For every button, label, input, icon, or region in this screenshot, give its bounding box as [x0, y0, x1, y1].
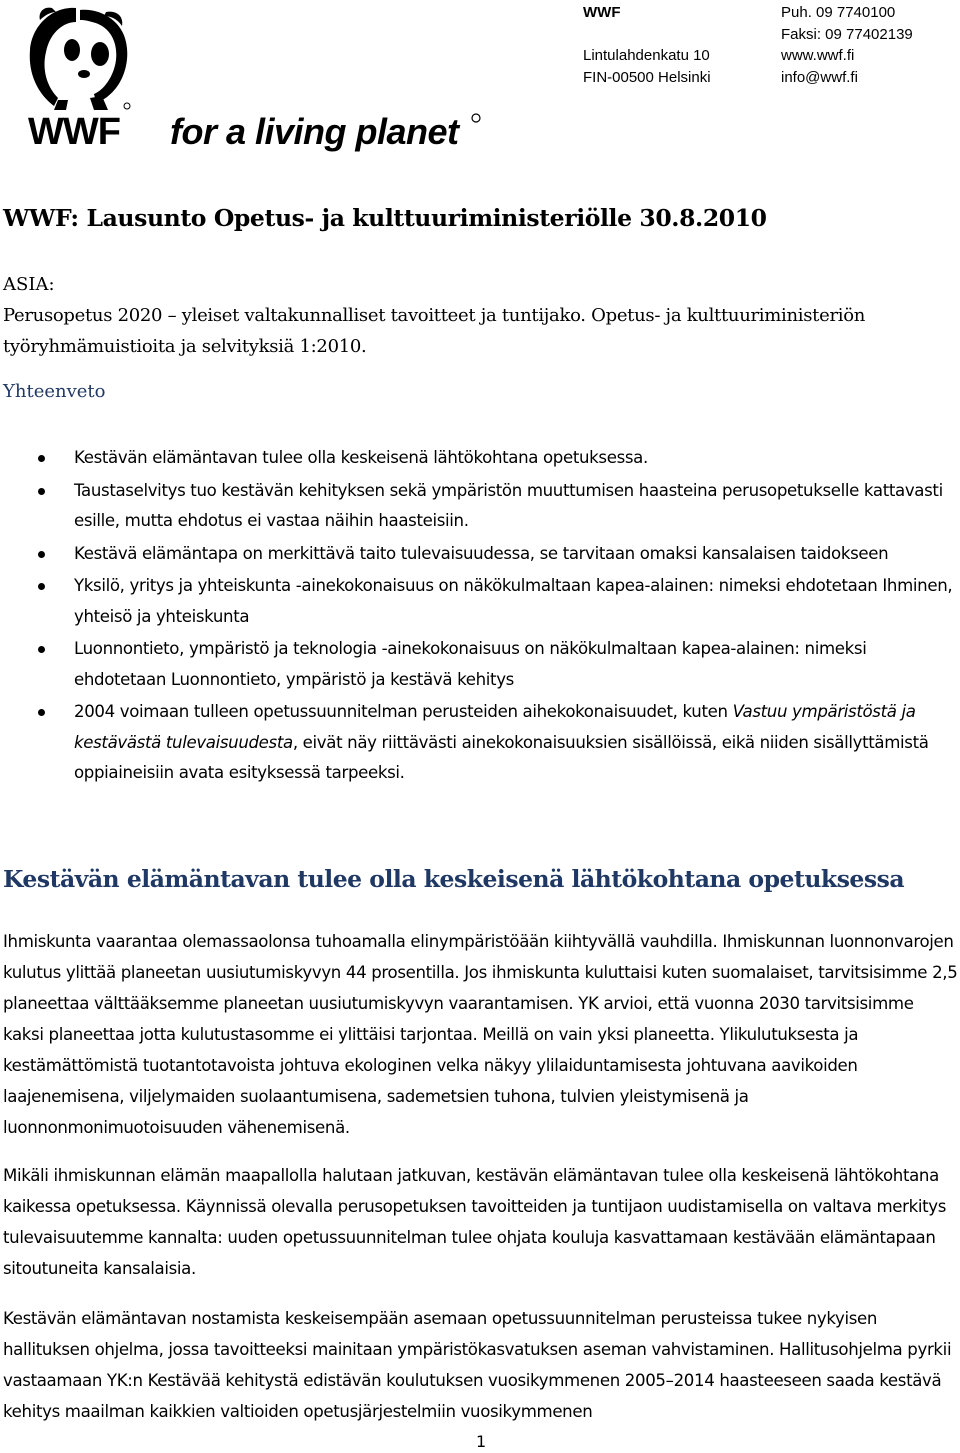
panda-icon [30, 8, 130, 110]
fax-number: Faksi: 09 77402139 [781, 25, 913, 43]
list-item: Taustaselvitys tuo kestävän kehityksen sekä ympäristön muuttumisen haasteina perusopetukselle kattavasti esille, mutta ehdotus ei vastaa näihin haasteisiin. [0, 476, 960, 537]
subject-label: ASIA: [3, 274, 55, 295]
list-item: 2004 voimaan tulleen opetussuunnitelman perusteiden aihekokonaisuudet, kuten Vastuu ympäristöstä ja kestävästä tulevaisuudesta, eivät näy riittävästi ainekokonaisuuksien sisällöissä, eikä niiden sisällyttämistä oppiaineisiin avata esityksessä tarpeeksi. [0, 697, 960, 789]
bullet-icon [38, 488, 45, 495]
website-link[interactable]: www.wwf.fi [781, 47, 855, 64]
bullet-icon [38, 583, 45, 590]
paragraph: Mikäli ihmiskunnan elämän maapallolla halutaan jatkuvan, kestävän elämäntavan tulee olla keskeisenä lähtökohtana kaikessa opetuksessa. Käynnissä olevalla perusopetuksen tavoitteiden ja tuntijaon uudistamisella on valtava merkitys tulevaisuutemme kannalta: uuden opetussuunnitelman tulee ohjata kouluja kasvattamaan kestävään elämäntapaan sitoutuneita kansalaisia. [3, 1166, 947, 1278]
page-number: 1 [476, 1432, 487, 1451]
bullet-icon [38, 551, 45, 558]
paragraph: Kestävän elämäntavan nostamista keskeisempään asemaan opetussuunnitelman perusteissa tukee nykyisen hallituksen ohjelma, jossa tavoitteeksi mainitaan ympäristökasvatuksen aseman vahvistaminen. Hallitusohjelma pyrkii vastaamaan YK:n Kestävää kehitystä edistävän koulutuksen vuosikymmenen 2005–2014 haasteeseen saada kestävä kehitys maailman kaikkien valtioiden opetusjärjestelmiin vuosikymmenen [3, 1309, 952, 1421]
document-title: WWF: Lausunto Opetus- ja kulttuuriministeriölle 30.8.2010 [3, 204, 767, 232]
contact-address-block [583, 2, 711, 88]
contact-details-block [781, 2, 913, 88]
logo-tagline: for a living planet [170, 111, 459, 152]
bullet-icon [38, 455, 45, 462]
summary-list [0, 443, 960, 791]
phone-number: Puh. 09 7740100 [781, 4, 896, 21]
email-link[interactable]: info@wwf.fi [781, 68, 858, 86]
section-heading: Kestävän elämäntavan tulee olla keskeisenä lähtökohtana opetuksessa [3, 865, 905, 893]
summary-heading: Yhteenveto [3, 381, 106, 402]
subject-text: Perusopetus 2020 – yleiset valtakunnalliset tavoitteet ja tuntijako. Opetus- ja kulttuuriministeriön työryhmämuistioita ja selvityksiä 1:2010. [3, 305, 866, 357]
bullet-icon [38, 709, 45, 716]
list-item: Luonnontieto, ympäristö ja teknologia -ainekokonaisuus on näkökulmaltaan kapea-alainen: nimeksi ehdotetaan Luonnontieto, ympäristö ja kestävä kehitys [0, 634, 960, 695]
list-item: Kestävän elämäntavan tulee olla keskeisenä lähtökohtana opetuksessa. [0, 443, 960, 474]
street-address: Lintulahdenkatu 10 [583, 47, 710, 64]
list-item: Kestävä elämäntapa on merkittävä taito tulevaisuudessa, se tarvitaan omaksi kansalaisen taidokseen [0, 539, 960, 570]
org-name: WWF [583, 4, 621, 21]
bullet-icon [38, 646, 45, 653]
list-item: Yksilö, yritys ja yhteiskunta -ainekokonaisuus on näkökulmaltaan kapea-alainen: nimeksi ehdotetaan Ihminen, yhteisö ja yhteiskunta [0, 571, 960, 632]
postal-address: FIN-00500 Helsinki [583, 68, 711, 86]
wwf-panda-logo [24, 2, 494, 152]
paragraph: Ihmiskunta vaarantaa olemassaolonsa tuhoamalla elinympäristöään kiihtyvällä vauhdilla. Ihmiskunnan luonnonvarojen kulutus ylittää planeetan uusiutumiskyvyn 44 prosentilla. Jos ihmiskunta kuluttaisi kuten suomalaiset, tarvitsisimme 2,5 planeettaa välttääksemme planeetan uusiutumiskyvyn vaarantamisen. YK arvioi, että vuonna 2030 tarvitsisimme kaksi planeettaa jotta kulutustasomme ei ylittäisi tarjontaa. Meillä on vain yksi planeetta. Ylikulutuksesta ja kestämättömistä tuotantotavoista johtuva ekologinen velka näkyy ylilaiduntamisesta johtuvana aavikoiden laajenemisena, viljelymaiden suolaantumisena, sademetsien tuhona, tulvien yleistymisenä ja luonnonmonimuotoisuuden vähenemisenä. [3, 932, 958, 1137]
logo-wordmark: WWF [28, 111, 120, 152]
